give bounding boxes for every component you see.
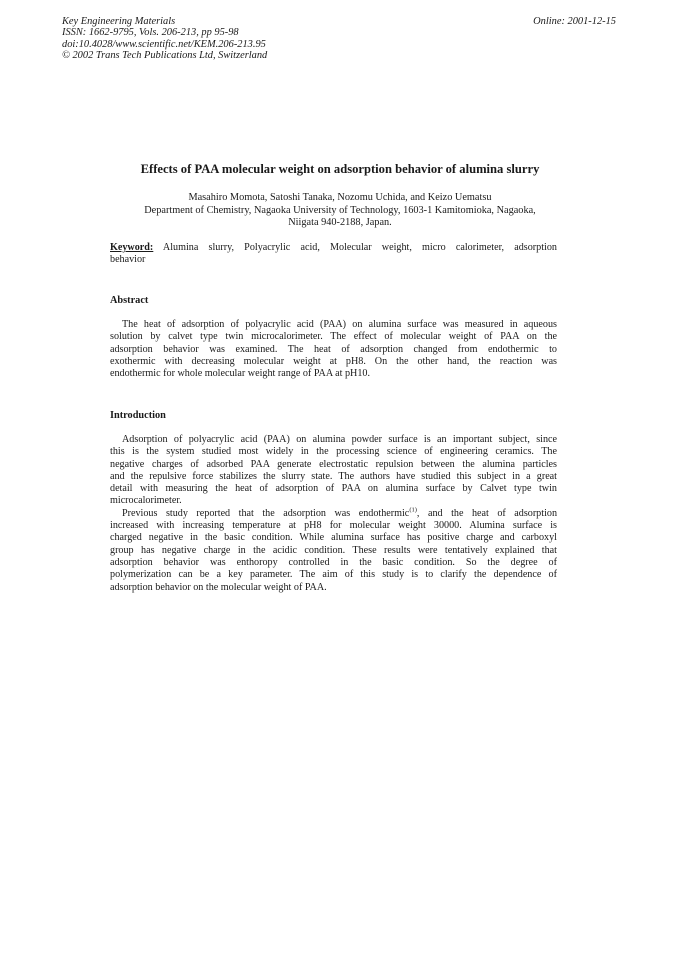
paper-title: Effects of PAA molecular weight on adsorption behavior of alumina slurry <box>140 162 540 176</box>
intro-text: Previous study reported that the adsorption was endothermic <box>122 507 410 519</box>
abstract-body <box>110 319 557 380</box>
intro-line: and the repulsive force stabilizes the slurry state. The authors have studied this subject in a great <box>110 470 557 482</box>
reference-marker: (1) <box>409 506 417 514</box>
intro-line: negative charges of adsorbed PAA generate electrostatic repulsion between the alumina particles <box>110 458 557 470</box>
doi-line: doi:10.4028/www.scientific.net/KEM.206-213.95 <box>62 38 266 50</box>
abstract-heading: Abstract <box>110 295 149 306</box>
intro-line: group has negative charge in the acidic condition. These results were tentatively explained that <box>110 544 557 556</box>
intro-line: this is the system studied most widely in the processing science of engineering ceramics. The <box>110 446 557 458</box>
abstract-line: endothermic for whole molecular weight range of PAA at pH10. <box>110 368 370 380</box>
intro-line: polymerization can be a key parameter. The aim of this study is to clarify the dependence of <box>110 569 557 581</box>
intro-line: Adsorption of polyacrylic acid (PAA) on alumina powder surface is an important subject, since <box>122 434 557 445</box>
abstract-line: adsorption behavior was examined. The heat of adsorption changed from endothermic to <box>110 343 557 355</box>
author-names: Masahiro Momota, Satoshi Tanaka, Nozomu Uchida, and Keizo Uematsu <box>188 192 492 203</box>
intro-line: adsorption behavior was enthoropy controlled in the basic condition. So the degree of <box>110 556 557 568</box>
abstract-line: The heat of adsorption of polyacrylic acid (PAA) on alumina surface was measured in aqueous <box>122 319 557 330</box>
intro-line-with-reference <box>110 508 557 520</box>
journal-header <box>62 16 267 62</box>
introduction-heading: Introduction <box>110 410 166 421</box>
introduction-body <box>110 434 557 594</box>
keywords-label: Keyword: <box>110 242 154 253</box>
intro-line: microcalorimeter. <box>110 495 182 507</box>
keywords-line-1 <box>110 242 557 254</box>
journal-name: Key Engineering Materials <box>62 16 176 27</box>
copyright-line: © 2002 Trans Tech Publications Ltd, Switzerland <box>62 50 268 62</box>
keywords-text: Alumina slurry, Polyacrylic acid, Molecular weight, micro calorimeter, adsorption <box>162 242 557 253</box>
affiliation-line-1: Department of Chemistry, Nagaoka University of Technology, 1603-1 Kamitomioka, Nagaoka, <box>144 204 536 216</box>
intro-line: increased with increasing temperature at pH8 for molecular weight 30000. Alumina surface is <box>110 520 557 532</box>
intro-line: charged negative in the basic condition. While alumina surface has positive charge and carboxyl <box>110 532 557 544</box>
issn-line: ISSN: 1662-9795, Vols. 206-213, pp 95-98 <box>62 27 239 39</box>
keywords-line-2: behavior <box>110 254 146 266</box>
keywords-block <box>110 242 557 267</box>
online-date: Online: 2001-12-15 <box>533 16 616 27</box>
abstract-line: solution by calvet type twin microcalorimeter. The effect of molecular weight of PAA on the <box>110 331 557 343</box>
intro-line: adsorption behavior on the molecular weight of PAA. <box>110 581 327 593</box>
abstract-line: exothermic with decreasing molecular weight at pH8. On the other hand, the reaction was <box>110 355 557 367</box>
affiliation-line-2: Niigata 940-2188, Japan. <box>288 217 392 229</box>
intro-line: detail with measuring the heat of adsorption of PAA on alumina surface by Calvet type twin <box>110 483 557 495</box>
author-block <box>100 192 580 230</box>
intro-text: , and the heat of adsorption <box>416 507 558 519</box>
